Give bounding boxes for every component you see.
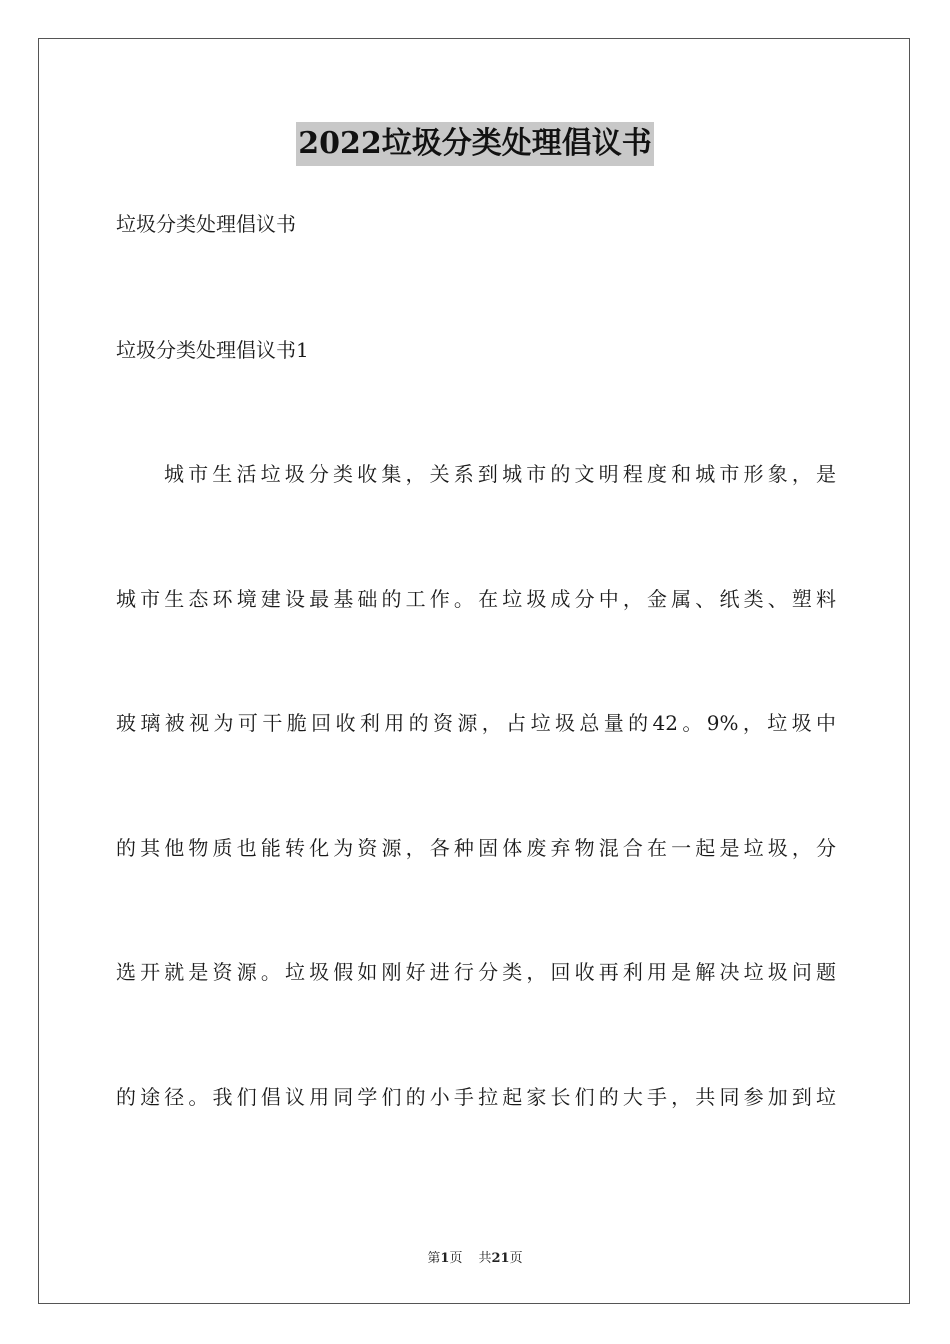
total-prefix: 共 (478, 1251, 492, 1266)
page-suffix: 页 (449, 1251, 463, 1266)
document-subtitle: 垃圾分类处理倡议书 (116, 212, 296, 236)
section-heading: 垃圾分类处理倡议书1 (116, 338, 309, 362)
body-line-6: 的途径。我们倡议用同学们的小手拉起家长们的大手，共同参加到垃 (116, 1085, 836, 1109)
document-title: 2022垃圾分类处理倡议书 (296, 122, 654, 166)
page-current-number: 1 (440, 1251, 450, 1266)
page-prefix: 第 (427, 1251, 441, 1266)
page-footer (0, 1247, 950, 1266)
body-line-3: 玻璃被视为可干脆回收利用的资源，占垃圾总量的42。9%，垃圾中 (116, 711, 836, 735)
total-suffix: 页 (509, 1251, 523, 1266)
body-line-2: 城市生态环境建设最基础的工作。在垃圾成分中，金属、纸类、塑料 (116, 587, 836, 611)
body-line-5: 选开就是资源。垃圾假如刚好进行分类，回收再利用是解决垃圾问题 (116, 960, 836, 984)
body-line-4: 的其他物质也能转化为资源，各种固体废弃物混合在一起是垃圾，分 (116, 836, 836, 860)
page-total-number: 21 (491, 1251, 510, 1266)
title-container (0, 122, 950, 166)
body-line-1: 城市生活垃圾分类收集，关系到城市的文明程度和城市形象，是 (164, 462, 836, 486)
